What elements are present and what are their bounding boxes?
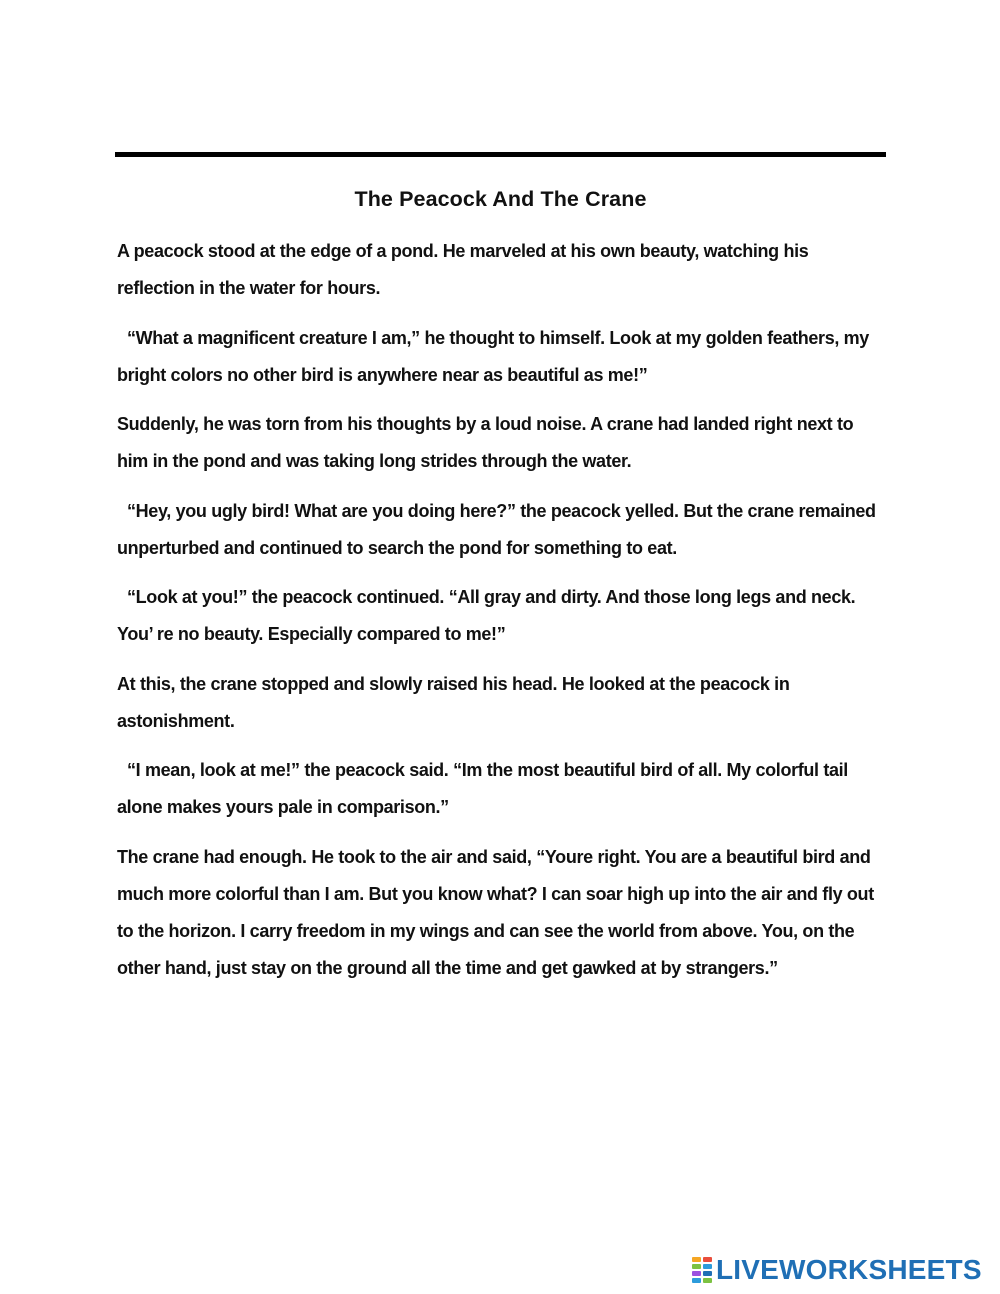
liveworksheets-logo-icon xyxy=(692,1257,714,1283)
story-paragraph: At this, the crane stopped and slowly raised his head. He looked at the peacock in astonishment. xyxy=(117,673,790,731)
liveworksheets-logo[interactable] xyxy=(692,1252,982,1288)
story-paragraph: The crane had enough. He took to the air and said, “Youre right. You are a beautiful bird and much more colorful than I am. But you know what? I can soar high up into the air and fly out to the horizon. I carry freedom in my wings and can see the world from above. You, on the other hand, just stay on the ground all the time and get gawked at by strangers.” xyxy=(117,846,874,978)
story-paragraph: “I mean, look at me!” the peacock said. “Im the most beautiful bird of all. My colorful tail alone makes yours pale in comparison.” xyxy=(117,760,848,817)
story-body xyxy=(117,233,885,999)
story-paragraph: “Hey, you ugly bird! What are you doing here?” the peacock yelled. But the crane remained unperturbed and continued to search the pond for something to eat. xyxy=(117,500,876,558)
logo-text: LIVEWORKSHEETS xyxy=(716,1254,982,1285)
story-title: The Peacock And The Crane xyxy=(354,187,647,211)
story-paragraph: Suddenly, he was torn from his thoughts by a loud noise. A crane had landed right next to him in the pond and was taking long strides through the water. xyxy=(117,414,854,471)
story-paragraph: “What a magnificent creature I am,” he thought to himself. Look at my golden feathers, my bright colors no other bird is anywhere near as beautiful as me!” xyxy=(117,327,869,385)
story-paragraph: “Look at you!” the peacock continued. “All gray and dirty. And those long legs and neck. You’ re no beauty. Especially compared to me!” xyxy=(117,587,856,644)
story-paragraph: A peacock stood at the edge of a pond. He marveled at his own beauty, watching his reflection in the water for hours. xyxy=(117,241,809,298)
top-rule xyxy=(115,152,886,157)
